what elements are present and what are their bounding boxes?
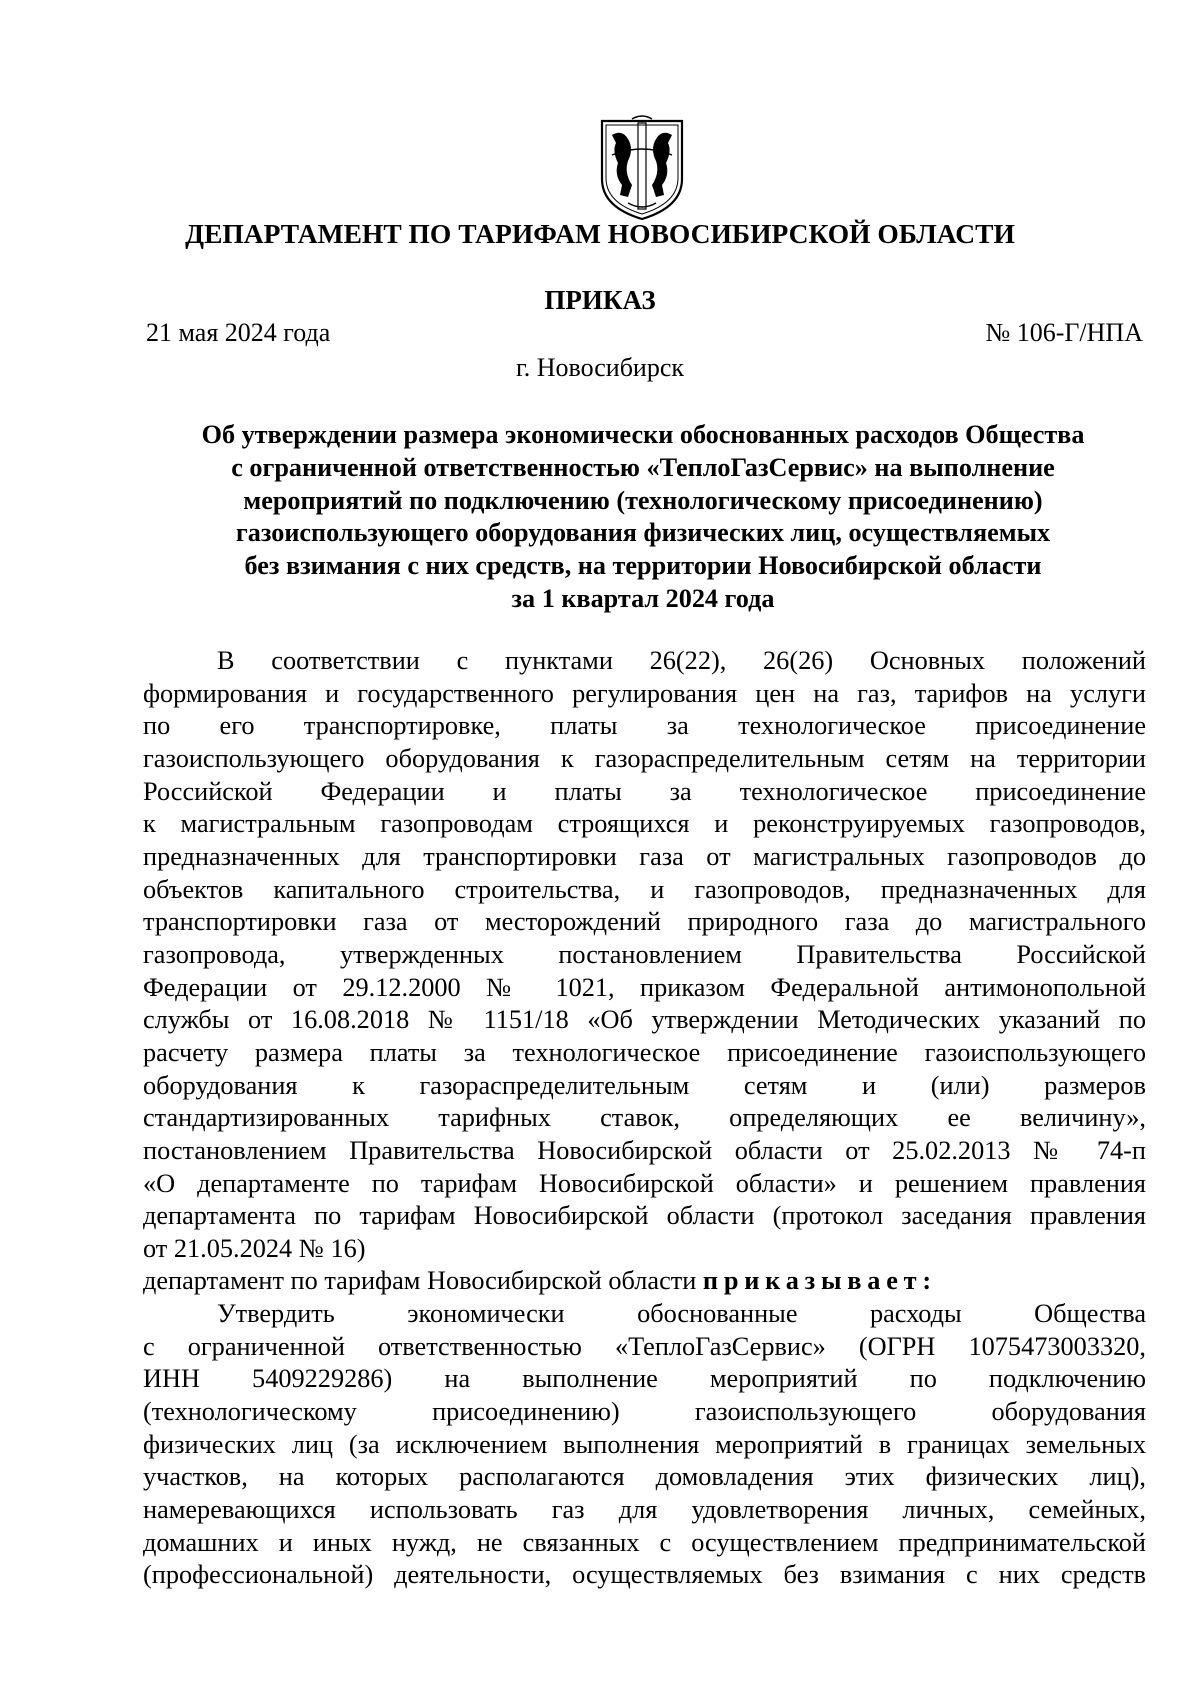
- text-line: расчету размера платы за технологическое присоединение газоиспользующего: [143, 1037, 1146, 1067]
- text-line: департамента по тарифам Новосибирской области (протокол заседания правления: [143, 1201, 1146, 1231]
- title-line: с ограниченной ответственностью «ТеплоГазСервис» на выполнение: [231, 452, 1055, 482]
- document-number: № 106-Г/НПА: [985, 318, 1143, 347]
- text-line: оборудования к газораспределительным сетям и (или) размеров: [143, 1070, 1146, 1100]
- text-line: стандартизированных тарифных ставок, определяющих ее величину»,: [143, 1103, 1146, 1133]
- text-line: Утвердить экономически обоснованные расходы Общества: [217, 1299, 1146, 1329]
- text-line: газоиспользующего оборудования к газораспределительным сетям на территории: [143, 743, 1146, 773]
- text-line: домашних и иных нужд, не связанных с осуществлением предпринимательской: [143, 1527, 1146, 1557]
- text-line: объектов капитального строительства, и газопроводов, предназначенных для: [143, 874, 1146, 904]
- decree-word: приказывает:: [702, 1266, 937, 1296]
- text-line: физических лиц (за исключением выполнения мероприятий в границах земельных: [143, 1429, 1146, 1459]
- text-line: по его транспортировке, платы за технологическое присоединение: [143, 711, 1146, 741]
- text-line: ИНН 5409229286) на выполнение мероприятий по подключению: [143, 1364, 1146, 1394]
- decree-prefix: департамент по тарифам Новосибирской области: [143, 1266, 703, 1296]
- text-line: Федерации от 29.12.2000 № 1021, приказом Федеральной антимонопольной: [143, 972, 1146, 1002]
- document-city: г. Новосибирск: [515, 353, 685, 382]
- coat-of-arms-icon: [598, 115, 686, 222]
- text-line: «О департаменте по тарифам Новосибирской области» и решением правления: [143, 1168, 1146, 1198]
- organization-name: ДЕПАРТАМЕНТ ПО ТАРИФАМ НОВОСИБИРСКОЙ ОБЛАСТИ: [185, 218, 1015, 249]
- decree-line: [143, 1265, 1146, 1298]
- text-line: (технологическому присоединению) газоиспользующего оборудования: [143, 1397, 1146, 1427]
- text-line: формирования и государственного регулирования цен на газ, тарифов на услуги: [143, 678, 1146, 708]
- document-date: 21 мая 2024 года: [146, 318, 331, 347]
- text-line: транспортировки газа от месторождений природного газа до магистрального: [143, 907, 1146, 937]
- text-line: [143, 1265, 1146, 1298]
- text-line: намеревающихся использовать газ для удовлетворения личных, семейных,: [143, 1495, 1146, 1525]
- title-line: мероприятий по подключению (технологическому присоединению): [243, 485, 1043, 515]
- document-type: ПРИКАЗ: [544, 285, 656, 315]
- text-line: Российской Федерации и платы за технологическое присоединение: [143, 776, 1146, 806]
- document-body: [143, 645, 1146, 1592]
- text-line: к магистральным газопроводам строящихся и реконструируемых газопроводов,: [143, 809, 1146, 839]
- text-line: В соответствии с пунктами 26(22), 26(26) Основных положений: [217, 646, 1146, 675]
- text-line: постановлением Правительства Новосибирской области от 25.02.2013 № 74-п: [143, 1135, 1146, 1165]
- document-title: [140, 419, 1146, 616]
- title-line: за 1 квартал 2024 года: [511, 583, 775, 613]
- paragraph-legal-basis: [143, 645, 1146, 1265]
- text-line: газопровода, утвержденных постановлением Правительства Российской: [143, 939, 1146, 969]
- paragraph-approval: [143, 1298, 1146, 1592]
- text-line: предназначенных для транспортировки газа от магистральных газопроводов до: [143, 841, 1146, 871]
- text-line: от 21.05.2024 № 16): [143, 1233, 366, 1263]
- text-line: участков, на которых располагаются домовладения этих физических лиц),: [143, 1462, 1146, 1492]
- text-line: с ограниченной ответственностью «ТеплоГазСервис» (ОГРН 1075473003320,: [143, 1331, 1146, 1361]
- text-line: (профессиональной) деятельности, осуществляемых без взимания с них средств: [143, 1560, 1146, 1590]
- title-line: Об утверждении размера экономически обоснованных расходов Общества: [201, 420, 1085, 449]
- title-line: без взимания с них средств, на территории Новосибирской области: [244, 551, 1042, 581]
- title-line: газоиспользующего оборудования физических лиц, осуществляемых: [235, 518, 1051, 548]
- text-line: службы от 16.08.2018 № 1151/18 «Об утверждении Методических указаний по: [143, 1005, 1146, 1035]
